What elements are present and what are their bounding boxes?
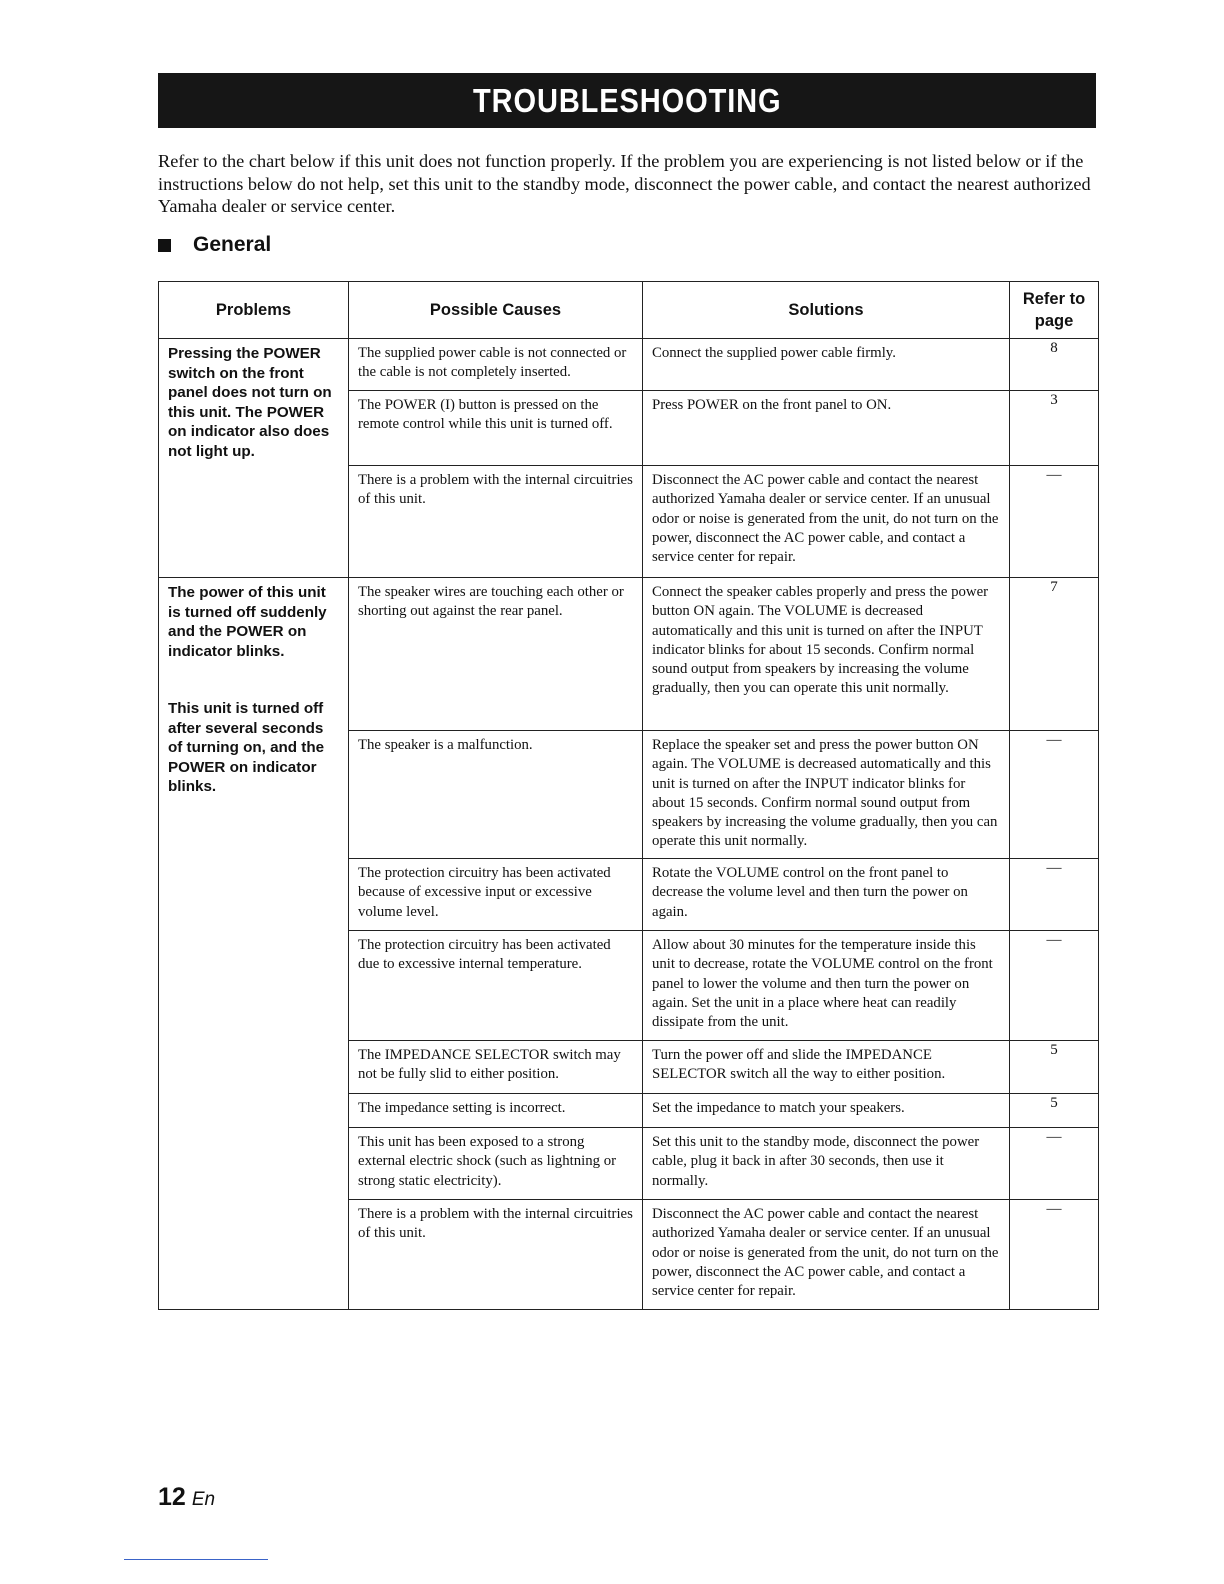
- cause-cell: The protection circuitry has been activated due to excessive internal temperature.: [349, 931, 643, 1041]
- header-causes: Possible Causes: [349, 282, 643, 339]
- solution-cell: Connect the speaker cables properly and press the power button ON again. The VOLUME is decreased automatically and this unit is turned on after the INPUT indicator blinks for about 15 seconds. Confirm normal sound output from speakers by increasing the volume gradually, then you can operate this unit normally.: [643, 578, 1010, 731]
- header-ref-line2: page: [1034, 312, 1074, 330]
- solution-cell: Replace the speaker set and press the power button ON again. The VOLUME is decreased automatically and this unit is turned on after the INPUT indicator blinks for about 15 seconds. Confirm normal sound output from speakers by increasing the volume gradually, then you can operate this unit normally.: [643, 731, 1010, 859]
- square-bullet-icon: [158, 239, 171, 252]
- cause-cell: The supplied power cable is not connected or the cable is not completely inserted.: [349, 339, 643, 391]
- refer-page-cell: —: [1010, 731, 1099, 859]
- page-language: En: [191, 1489, 216, 1510]
- problem-spacer: [168, 661, 340, 699]
- solution-cell: Allow about 30 minutes for the temperature inside this unit to decrease, rotate the VOLUME control on the front panel to lower the volume and then turn the power on again. Set the unit in a place where heat can readily dissipate from the unit.: [643, 931, 1010, 1041]
- problem-cell: [159, 578, 349, 1310]
- cause-cell: The speaker is a malfunction.: [349, 731, 643, 859]
- header-refer-to-page: [1010, 282, 1099, 339]
- refer-page-cell: 8: [1010, 339, 1099, 391]
- refer-page-cell: —: [1010, 931, 1099, 1041]
- page-number: 12: [158, 1483, 186, 1511]
- section-heading: [158, 230, 271, 260]
- cause-cell: The POWER (I) button is pressed on the remote control while this unit is turned off.: [349, 391, 643, 466]
- troubleshooting-table: [158, 281, 1099, 1310]
- table-row: [159, 339, 1099, 391]
- cause-cell: The IMPEDANCE SELECTOR switch may not be fully slid to either position.: [349, 1041, 643, 1094]
- header-problems: Problems: [159, 282, 349, 339]
- table-body: [159, 339, 1099, 1310]
- solution-cell: Set the impedance to match your speakers.: [643, 1094, 1010, 1128]
- solution-cell: Connect the supplied power cable firmly.: [643, 339, 1010, 391]
- solution-cell: Rotate the VOLUME control on the front panel to decrease the volume level and then turn the power on again.: [643, 859, 1010, 931]
- cause-cell: The impedance setting is incorrect.: [349, 1094, 643, 1128]
- cause-cell: The protection circuitry has been activated because of excessive input or excessive volume level.: [349, 859, 643, 931]
- cause-cell: There is a problem with the internal circuitries of this unit.: [349, 1200, 643, 1310]
- table-header-row: [159, 282, 1099, 339]
- page-footer: [158, 1483, 215, 1512]
- problem-text: The power of this unit is turned off suddenly and the POWER on indicator blinks.: [168, 584, 327, 660]
- refer-page-cell: —: [1010, 1128, 1099, 1200]
- page-banner: [158, 73, 1096, 128]
- refer-page-cell: 7: [1010, 578, 1099, 731]
- refer-page-cell: —: [1010, 859, 1099, 931]
- header-ref-line1: Refer to: [1022, 290, 1086, 308]
- refer-page-cell: —: [1010, 1200, 1099, 1310]
- solution-cell: Disconnect the AC power cable and contact the nearest authorized Yamaha dealer or service center. If an unusual odor or noise is generated from the unit, do not turn on the power, disconnect the AC power cable, and contact a service center for repair.: [643, 466, 1010, 578]
- refer-page-cell: —: [1010, 466, 1099, 578]
- intro-paragraph: Refer to the chart below if this unit does not function properly. If the problem you are experiencing is not listed below or if the instructions below do not help, set this unit to the standby mode, disconnect the power cable, and contact the nearest authorized Yamaha dealer or service center.: [158, 151, 1091, 216]
- header-solutions: Solutions: [643, 282, 1010, 339]
- refer-page-cell: 5: [1010, 1094, 1099, 1128]
- problem-text: This unit is turned off after several seconds of turning on, and the POWER on indicator blinks.: [168, 700, 325, 795]
- cause-cell: The speaker wires are touching each other or shorting out against the rear panel.: [349, 578, 643, 731]
- solution-cell: Turn the power off and slide the IMPEDANCE SELECTOR switch all the way to either position.: [643, 1041, 1010, 1094]
- refer-page-cell: 3: [1010, 391, 1099, 466]
- solution-cell: Press POWER on the front panel to ON.: [643, 391, 1010, 466]
- footer-divider: [124, 1559, 268, 1560]
- refer-page-cell: 5: [1010, 1041, 1099, 1094]
- page-title: TROUBLESHOOTING: [472, 81, 782, 119]
- solution-cell: Set this unit to the standby mode, disconnect the power cable, plug it back in after 30 seconds, then use it normally.: [643, 1128, 1010, 1200]
- solution-cell: Disconnect the AC power cable and contact the nearest authorized Yamaha dealer or service center. If an unusual odor or noise is generated from the unit, do not turn on the power, disconnect the AC power cable, and contact a service center for repair.: [643, 1200, 1010, 1310]
- cause-cell: There is a problem with the internal circuitries of this unit.: [349, 466, 643, 578]
- problem-cell: [159, 339, 349, 578]
- cause-cell: This unit has been exposed to a strong external electric shock (such as lightning or strong static electricity).: [349, 1128, 643, 1200]
- section-title: General: [193, 233, 272, 256]
- table-row: [159, 578, 1099, 731]
- problem-text: Pressing the POWER switch on the front panel does not turn on this unit. The POWER on indicator also does not light up.: [168, 345, 332, 460]
